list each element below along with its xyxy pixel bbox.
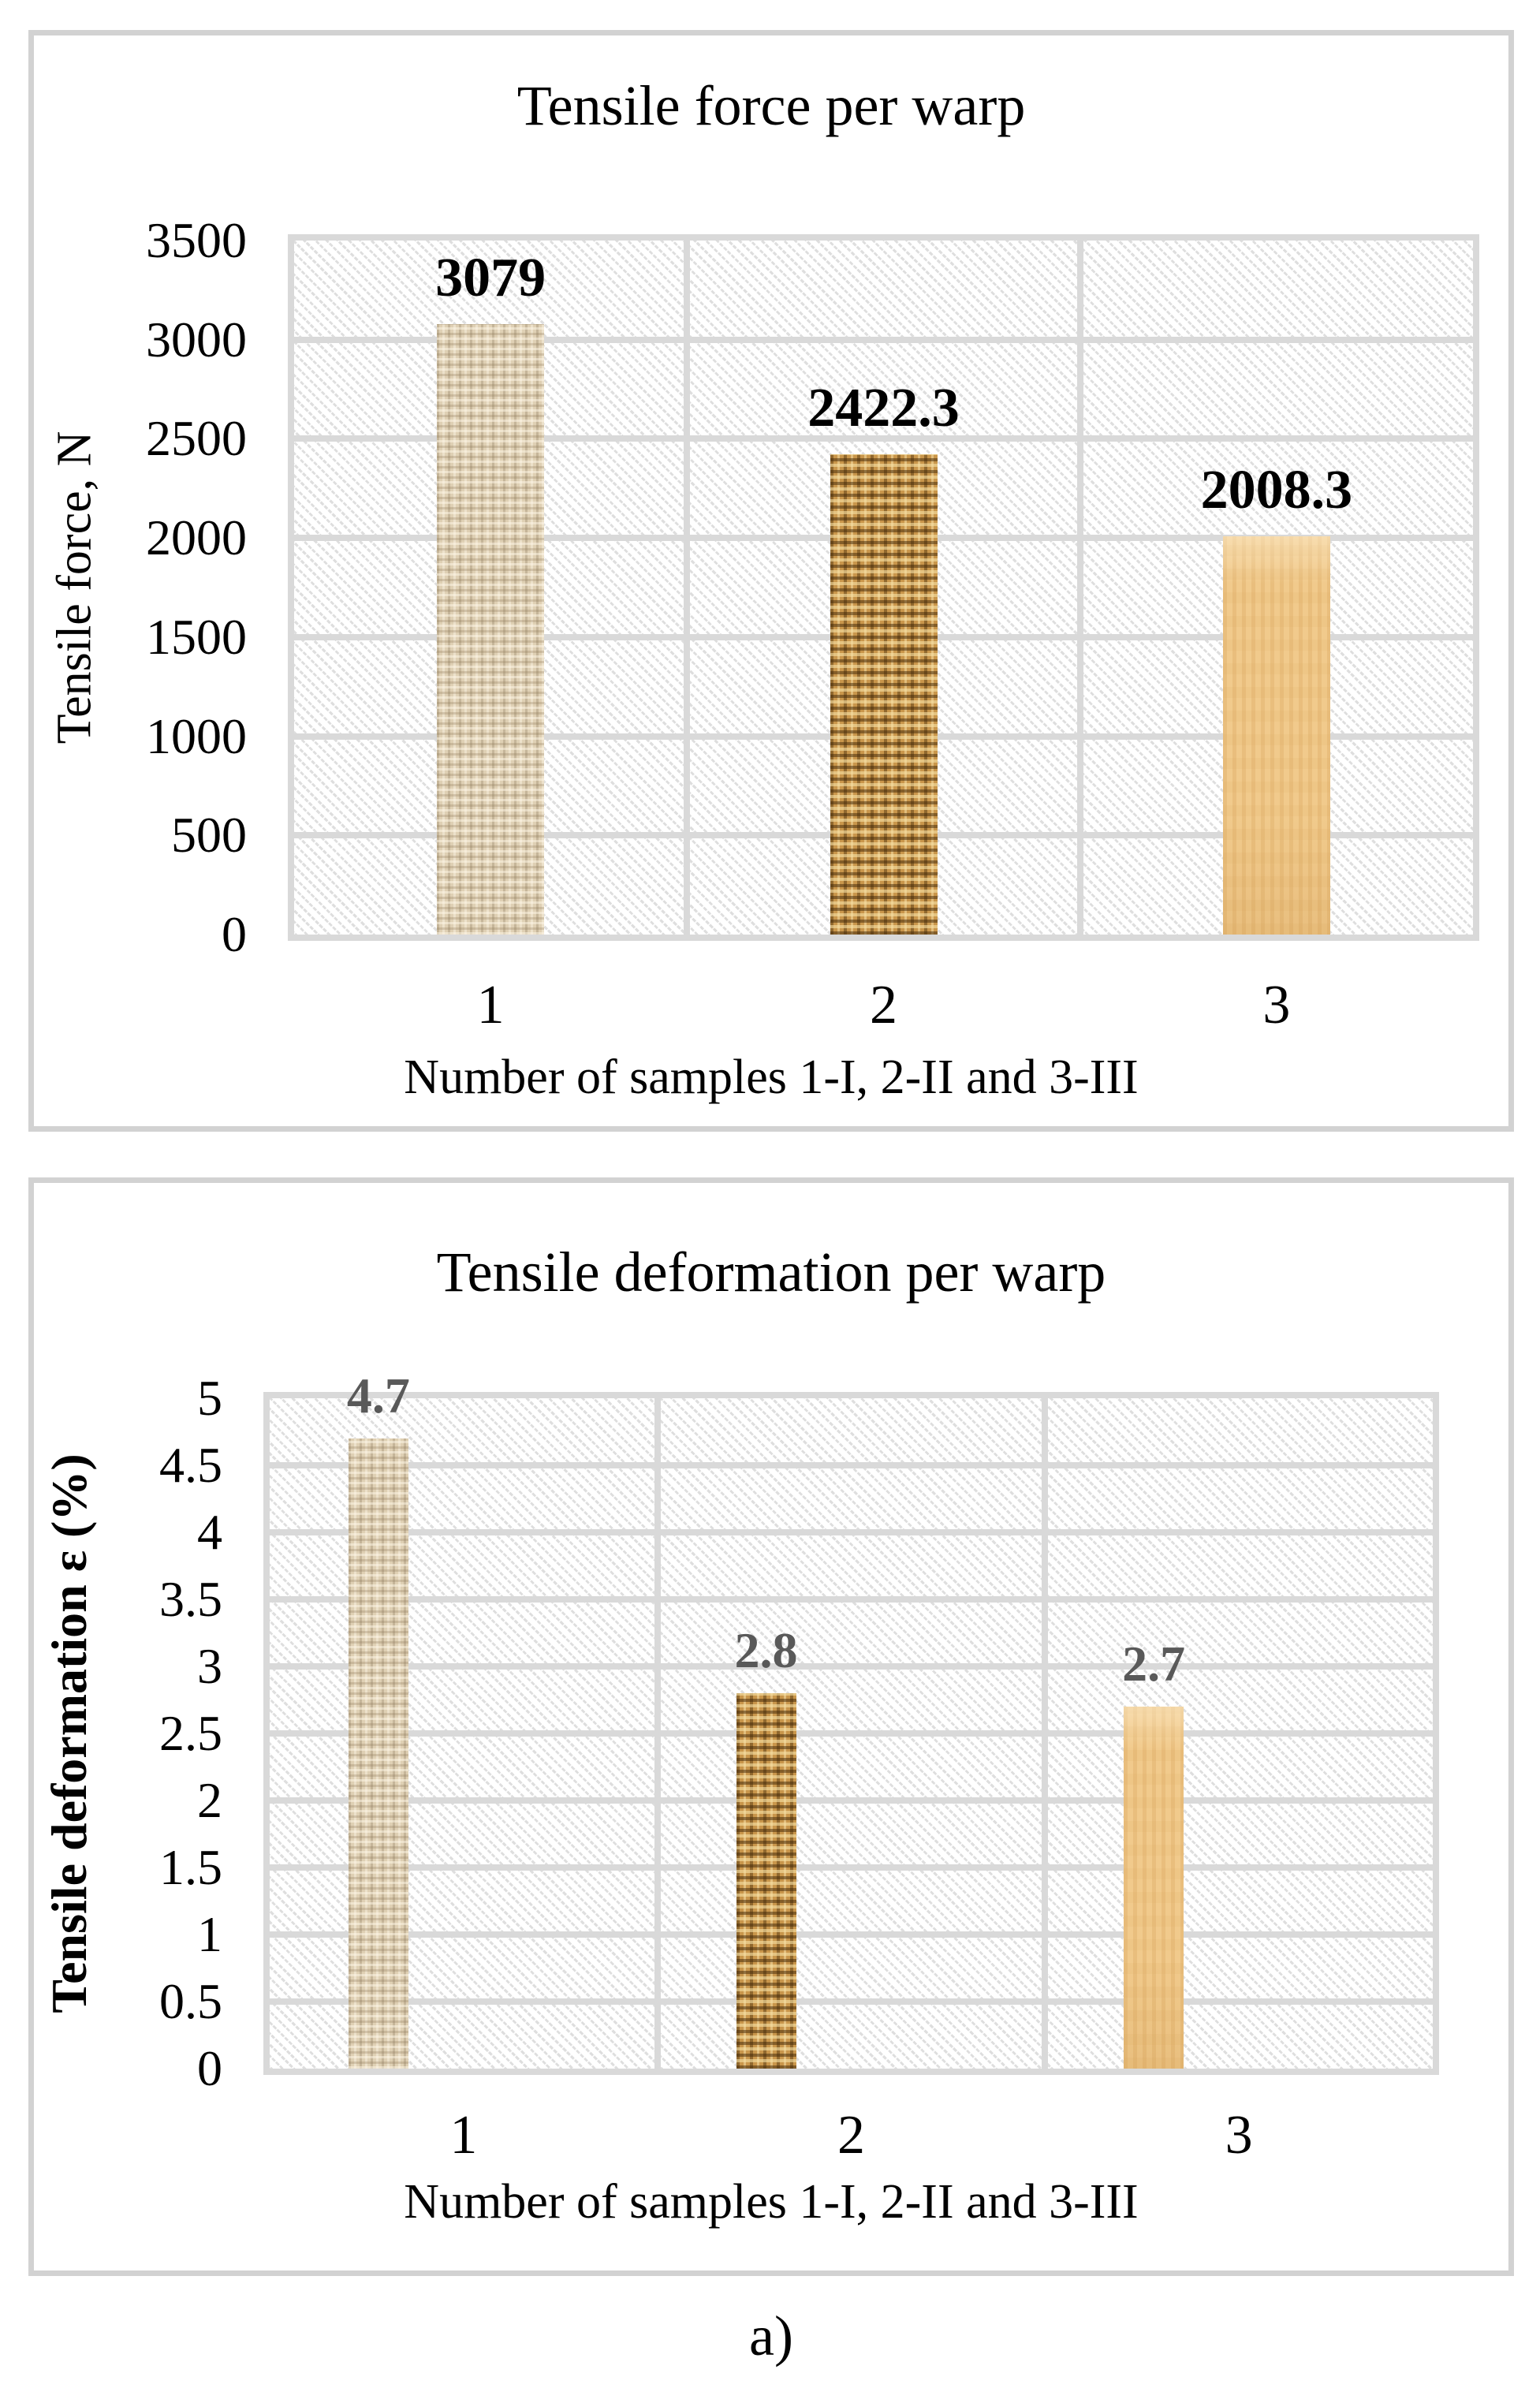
bar-value-label: 2008.3 (1200, 460, 1353, 521)
y-tick-label: 2500 (146, 410, 247, 467)
y-tick-label: 2000 (146, 509, 247, 566)
y-tick-label: 1500 (146, 608, 247, 665)
y-tick-label: 1.5 (159, 1839, 222, 1895)
plot-area-tensile-deformation (263, 1392, 1439, 2075)
bar-sample-2 (830, 454, 938, 935)
horizontal-gridline (270, 1529, 1433, 1535)
y-tick-label: 500 (171, 807, 247, 864)
chart-title-tensile-force: Tensile force per warp (516, 74, 1026, 137)
horizontal-gridline (270, 1998, 1433, 2005)
bar-value-label: 3079 (435, 247, 546, 308)
horizontal-gridline (270, 1931, 1433, 1938)
vertical-gridline (654, 1398, 661, 2069)
y-axis-title-tensile-deformation: Tensile deformation ε (%) (41, 1453, 97, 2013)
y-tick-label: 4 (197, 1504, 222, 1560)
bar-value-label: 4.7 (346, 1368, 410, 1423)
y-tick-label: 3.5 (159, 1571, 222, 1627)
bar-sample-2 (736, 1693, 796, 2069)
y-tick-label: 5 (197, 1370, 222, 1426)
horizontal-gridline (270, 1730, 1433, 1737)
vertical-gridline (1042, 1398, 1048, 2069)
x-tick-label: 3 (1262, 975, 1291, 1035)
x-tick-label: 1 (476, 975, 505, 1035)
bar-sample-3 (1223, 536, 1330, 935)
y-tick-label: 4.5 (159, 1437, 222, 1493)
bar-sample-1 (437, 324, 544, 935)
y-tick-label: 2.5 (159, 1705, 222, 1761)
bar-value-label: 2.7 (1122, 1636, 1186, 1692)
x-tick-label: 2 (837, 2105, 865, 2166)
y-axis-title-tensile-force: Tensile force, N (47, 431, 102, 744)
y-tick-label: 0 (222, 906, 247, 962)
x-axis-title-tensile-force: Number of samples 1-I, 2-II and 3-III (404, 1050, 1139, 1104)
bar-sample-3 (1124, 1707, 1184, 2069)
vertical-gridline (684, 241, 690, 935)
vertical-gridline (1077, 241, 1083, 935)
figure-caption: a) (749, 2304, 793, 2367)
x-tick-label: 2 (870, 975, 897, 1035)
x-axis-title-tensile-deformation: Number of samples 1-I, 2-II and 3-III (404, 2175, 1139, 2229)
bar-value-label: 2422.3 (807, 377, 960, 438)
horizontal-gridline (270, 1596, 1433, 1603)
y-tick-label: 1 (197, 1906, 222, 1962)
y-tick-label: 1000 (146, 707, 247, 764)
bar-sample-1 (349, 1438, 408, 2069)
y-tick-label: 0.5 (159, 1973, 222, 2029)
y-tick-label: 3000 (146, 311, 247, 368)
x-tick-label: 3 (1225, 2105, 1253, 2166)
y-tick-label: 0 (197, 2040, 222, 2096)
chart-title-tensile-deformation: Tensile deformation per warp (436, 1241, 1106, 1304)
x-tick-label: 1 (449, 2105, 478, 2166)
y-tick-label: 3500 (146, 212, 247, 268)
y-tick-label: 3 (197, 1638, 222, 1694)
horizontal-gridline (270, 1462, 1433, 1468)
plot-area-tensile-force (288, 234, 1479, 941)
y-tick-label: 2 (197, 1772, 222, 1828)
horizontal-gridline (270, 1797, 1433, 1804)
bar-value-label: 2.8 (734, 1622, 798, 1678)
horizontal-gridline (270, 1864, 1433, 1871)
